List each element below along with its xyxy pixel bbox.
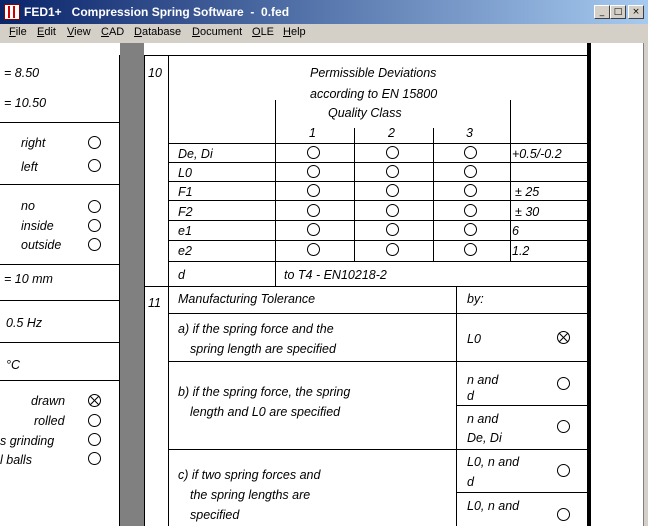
- case-c-line-1: c) if two spring forces and: [178, 468, 321, 482]
- drawn-label: drawn: [31, 394, 66, 408]
- option-no-label: no: [21, 199, 35, 213]
- case-b-n-d-radio[interactable]: [557, 377, 570, 390]
- case-a-option: L0: [467, 332, 481, 346]
- option-no-radio[interactable]: [88, 200, 101, 213]
- row-e2-value: 1.2: [512, 244, 530, 258]
- menu-help[interactable]: Help: [283, 26, 306, 38]
- case-c-option-1-line-2: d: [467, 475, 474, 489]
- section-10-title-2: according to EN 15800: [310, 87, 438, 101]
- option-inside-radio[interactable]: [88, 219, 101, 232]
- rolled-radio[interactable]: [88, 414, 101, 427]
- e2-class-1-radio[interactable]: [307, 243, 320, 256]
- row-e1-value: 6: [512, 224, 519, 238]
- frequency-value: 0.5 Hz: [6, 316, 43, 330]
- case-c-line-2: the spring lengths are: [190, 488, 311, 502]
- class-3-header: 3: [466, 126, 473, 140]
- f2-class-1-radio[interactable]: [307, 204, 320, 217]
- winding-left-label: left: [21, 160, 38, 174]
- winding-right-label: right: [21, 136, 46, 150]
- row-e2-label: e2: [178, 244, 192, 258]
- minimize-button[interactable]: _: [594, 5, 610, 19]
- grinding-label: s grinding: [0, 434, 55, 448]
- temperature-unit: °C: [6, 358, 21, 372]
- menu-edit[interactable]: Edit: [37, 26, 56, 38]
- e1-class-3-radio[interactable]: [464, 223, 477, 236]
- option-outside-label: outside: [21, 238, 62, 252]
- section-11-by: by:: [467, 292, 484, 306]
- e1-class-1-radio[interactable]: [307, 223, 320, 236]
- row-dedi-label: De, Di: [178, 147, 213, 161]
- menu-bar: [0, 24, 648, 43]
- case-c-line-3: specified: [190, 508, 240, 522]
- grinding-radio[interactable]: [88, 433, 101, 446]
- balls-label: l balls: [0, 453, 32, 467]
- f1-class-1-radio[interactable]: [307, 184, 320, 197]
- section-11-number: 11: [148, 296, 161, 310]
- length-value: = 10 mm: [4, 272, 53, 286]
- case-b-line-2: length and L0 are specified: [190, 405, 341, 419]
- menu-document[interactable]: Document: [192, 26, 243, 38]
- l0-class-3-radio[interactable]: [464, 165, 477, 178]
- quality-class-label: Quality Class: [328, 106, 402, 120]
- case-c-option-1-line-1: L0, n and: [467, 455, 520, 469]
- row-f1-value: ± 25: [515, 185, 540, 199]
- case-a-line-1: a) if the spring force and the: [178, 322, 334, 336]
- main-page: [144, 43, 587, 526]
- row-f2-label: F2: [178, 205, 193, 219]
- case-b-line-1: b) if the spring force, the spring: [178, 385, 351, 399]
- row-f2-value: ± 30: [515, 205, 540, 219]
- drawn-radio[interactable]: [88, 394, 101, 407]
- balls-radio[interactable]: [88, 452, 101, 465]
- app-icon[interactable]: [4, 4, 20, 20]
- case-a-line-2: spring length are specified: [190, 342, 336, 356]
- rolled-label: rolled: [34, 414, 65, 428]
- class-1-header: 1: [309, 126, 316, 140]
- e1-class-2-radio[interactable]: [386, 223, 399, 236]
- f1-class-3-radio[interactable]: [464, 184, 477, 197]
- maximize-button[interactable]: □: [610, 5, 626, 19]
- menu-view[interactable]: View: [67, 26, 91, 38]
- menu-ole[interactable]: OLE: [252, 26, 275, 38]
- winding-left-radio[interactable]: [88, 159, 101, 172]
- window-title: FED1+ Compression Spring Software - 0.fed: [24, 5, 290, 19]
- row-e1-label: e1: [178, 224, 192, 238]
- row-d-value: to T4 - EN10218-2: [284, 268, 387, 282]
- case-b-option-2-line-1: n and: [467, 412, 499, 426]
- left-page: [0, 43, 120, 526]
- case-b-option-1-line-1: n and: [467, 373, 499, 387]
- value-2: = 10.50: [4, 96, 47, 110]
- case-c-l0-n-d-radio[interactable]: [557, 464, 570, 477]
- right-page: [591, 43, 648, 526]
- case-b-n-dedi-radio[interactable]: [557, 420, 570, 433]
- winding-right-radio[interactable]: [88, 136, 101, 149]
- f2-class-2-radio[interactable]: [386, 204, 399, 217]
- row-f1-label: F1: [178, 185, 193, 199]
- case-c-l0-n-dedi-radio[interactable]: [557, 508, 570, 521]
- f2-class-3-radio[interactable]: [464, 204, 477, 217]
- case-a-l0-radio[interactable]: [557, 331, 570, 344]
- row-dedi-value: +0.5/-0.2: [512, 147, 562, 161]
- section-10-title-1: Permissible Deviations: [310, 66, 437, 80]
- document-workspace: [0, 43, 648, 526]
- l0-class-1-radio[interactable]: [307, 165, 320, 178]
- option-inside-label: inside: [21, 219, 54, 233]
- row-d-label: d: [178, 268, 185, 282]
- f1-class-2-radio[interactable]: [386, 184, 399, 197]
- e2-class-3-radio[interactable]: [464, 243, 477, 256]
- close-button[interactable]: ×: [628, 5, 644, 19]
- menu-cad[interactable]: CAD: [101, 26, 125, 38]
- class-2-header: 2: [388, 126, 395, 140]
- title-bar: [0, 0, 648, 24]
- e2-class-2-radio[interactable]: [386, 243, 399, 256]
- case-b-option-2-line-2: De, Di: [467, 431, 502, 445]
- menu-file[interactable]: File: [9, 26, 27, 38]
- section-10-number: 10: [148, 66, 162, 80]
- dedi-class-1-radio[interactable]: [307, 146, 320, 159]
- vertical-scrollbar[interactable]: [643, 43, 648, 526]
- case-b-option-1-line-2: d: [467, 389, 474, 403]
- option-outside-radio[interactable]: [88, 238, 101, 251]
- dedi-class-3-radio[interactable]: [464, 146, 477, 159]
- row-l0-label: L0: [178, 166, 192, 180]
- section-11-title: Manufacturing Tolerance: [178, 292, 316, 306]
- value-1: = 8.50: [4, 66, 40, 80]
- dedi-class-2-radio[interactable]: [386, 146, 399, 159]
- menu-database[interactable]: Database: [134, 26, 182, 38]
- case-c-option-2-line-1: L0, n and: [467, 499, 520, 513]
- l0-class-2-radio[interactable]: [386, 165, 399, 178]
